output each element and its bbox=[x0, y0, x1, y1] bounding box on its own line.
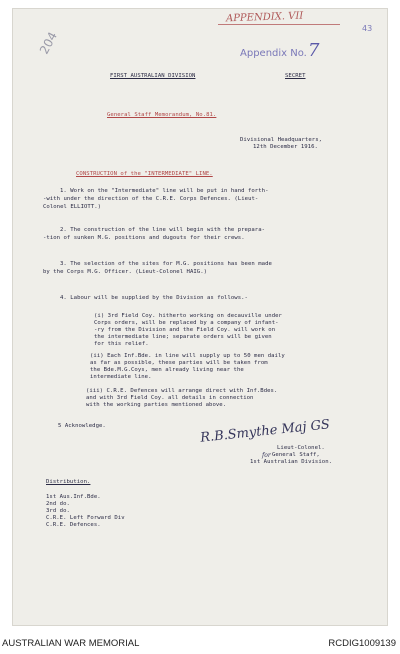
distribution-item: 3rd do. bbox=[46, 508, 70, 514]
memo-title: General Staff Memorandum, No.81. bbox=[107, 112, 217, 118]
classification: SECRET bbox=[285, 73, 306, 79]
paragraph-5: 5 Acknowledge. bbox=[58, 423, 106, 429]
distribution-item: C.R.E. Defences. bbox=[46, 522, 101, 528]
appendix-handwritten: APPENDIX. VII bbox=[225, 10, 304, 25]
appendix-underline bbox=[218, 24, 340, 25]
sub-i-line-4: the intermediate line; separate orders will be given bbox=[94, 334, 272, 340]
folio-number: 204 bbox=[36, 29, 61, 57]
sub-iii-line-3: with the working parties mentioned above. bbox=[86, 402, 227, 408]
signature-role: General Staff, bbox=[272, 452, 320, 458]
sub-ii-line-3: the Bde.M.G.Coys, men already living near the bbox=[90, 367, 244, 373]
appendix-number: 7 bbox=[308, 40, 320, 61]
paragraph-3-line-2: by the Corps M.G. Officer. (Lieut-Colonel HAIG.) bbox=[43, 269, 208, 275]
sub-ii-line-1: (ii) Each Inf.Bde. in line will supply up to 50 men daily bbox=[90, 353, 285, 359]
sub-iii-line-1: (iii) C.R.E. Defences will arrange direct with Inf.Bdes. bbox=[86, 388, 278, 394]
sub-i-line-1: (i) 3rd Field Coy. hitherto working on decauville under bbox=[94, 313, 282, 319]
paragraph-2-line-1: 2. The construction of the line will begin with the prepara- bbox=[60, 227, 266, 233]
division-heading: FIRST AUSTRALIAN DIVISION bbox=[110, 73, 196, 79]
distribution-item: C.R.E. Left Forward Div bbox=[46, 515, 125, 521]
distribution-item: 1st Aus.Inf.Bde. bbox=[46, 494, 101, 500]
footer-source: AUSTRALIAN WAR MEMORIAL bbox=[2, 638, 140, 649]
sub-i-line-3: -ry from the Division and the Field Coy. will work on bbox=[94, 327, 276, 333]
sub-i-line-5: for this relief. bbox=[94, 341, 149, 347]
paragraph-1-line-3: Colonel ELLIOTT.) bbox=[43, 204, 102, 210]
hq-line: Divisional Headquarters, bbox=[240, 137, 323, 143]
sub-ii-line-2: as far as possible, these parties will be taken from bbox=[90, 360, 268, 366]
footer-id: RCDIG1009139 bbox=[328, 638, 396, 649]
paragraph-2-line-2: -tion of sunken M.G. positions and dugouts for their crews. bbox=[43, 235, 245, 241]
paragraph-1-line-1: 1. Work on the "Intermediate" line will be put in hand forth- bbox=[60, 188, 269, 194]
paragraph-1-line-2: -with under the direction of the C.R.E. Corps Defences. (Lieut- bbox=[43, 196, 259, 202]
handwritten-signature: R.B.Smythe Maj GS bbox=[199, 417, 331, 446]
subject-heading: CONSTRUCTION of the "INTERMEDIATE" LINE. bbox=[76, 171, 213, 177]
appendix-stamp: Appendix No. bbox=[240, 48, 307, 59]
distribution-item: 2nd do. bbox=[46, 501, 70, 507]
sub-ii-line-4: intermediate line. bbox=[90, 374, 152, 380]
signature-unit: 1st Australian Division. bbox=[250, 459, 333, 465]
date-line: 12th December 1916. bbox=[253, 144, 318, 150]
sub-iii-line-2: and with 3rd Field Coy. all details in connection bbox=[86, 395, 254, 401]
sub-i-line-2: Corps orders, will be replaced by a company of infant- bbox=[94, 320, 279, 326]
signature-rank: Lieut-Colonel. bbox=[277, 445, 325, 451]
signature-for: for bbox=[262, 452, 271, 459]
distribution-heading: Distribution. bbox=[46, 479, 91, 485]
page-number: 43 bbox=[362, 24, 373, 33]
paragraph-4: 4. Labour will be supplied by the Division as follows.- bbox=[60, 295, 248, 301]
paragraph-3-line-1: 3. The selection of the sites for M.G. positions has been made bbox=[60, 261, 272, 267]
